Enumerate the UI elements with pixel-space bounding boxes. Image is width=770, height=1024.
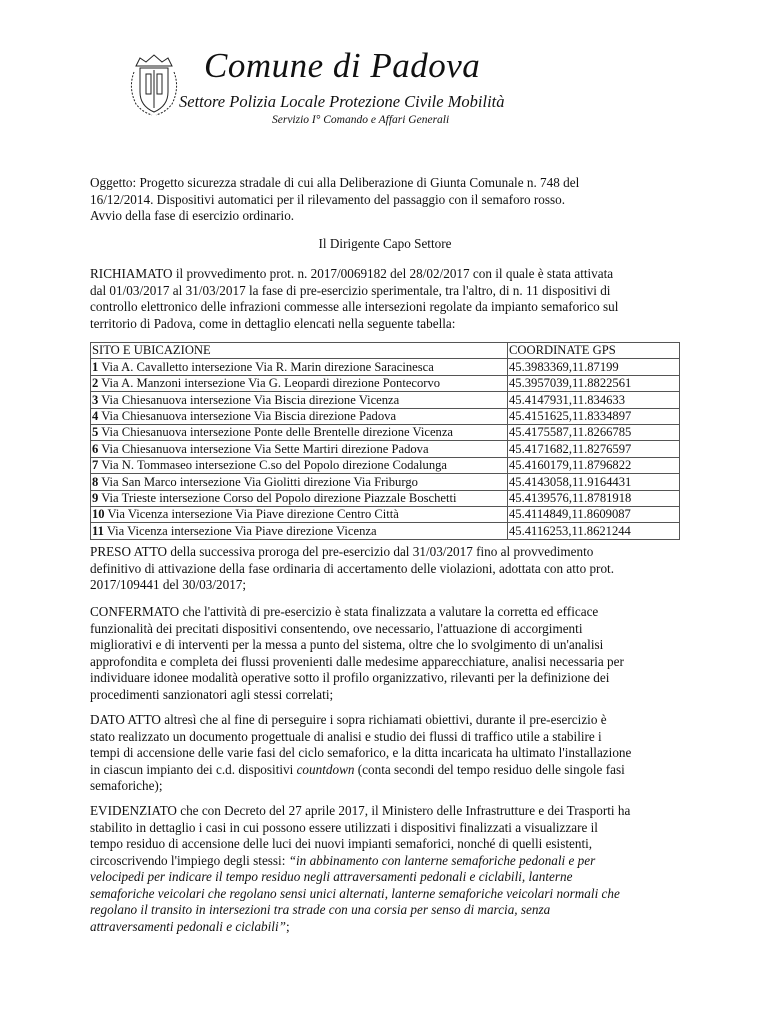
site-cell	[91, 359, 508, 375]
paragraph-line: individuare idonee modalità operative sotto il profilo organizzativo, rilevanti per la definizione dei	[90, 670, 610, 685]
site-text: Via N. Tommaseo intersezione C.so del Popolo direzione Codalunga	[101, 458, 448, 473]
devices-table	[90, 342, 680, 540]
gps-cell: 45.4139576,11.8781918	[508, 490, 680, 506]
paragraph-line: approfondita e completa dei flussi provenienti dalle medesime apparecchiature, analisi necessaria per	[90, 653, 624, 669]
row-number: 6	[92, 441, 99, 456]
text-fragment: ;	[285, 918, 290, 934]
subject-line: Avvio della fase di esercizio ordinario.	[90, 208, 295, 223]
paragraph-line: semaforiche veicolari che regolano sensi unici alternati, lanterne semaforiche veicolari normali che	[90, 885, 620, 901]
site-cell	[91, 490, 508, 506]
row-number: 9	[92, 490, 99, 505]
table-header-row	[91, 343, 680, 359]
table-row	[91, 375, 680, 391]
paragraph-line: tempo residuo di accensione delle luci dei nuovi impianti semaforici, nonché di quelli esistenti,	[90, 836, 593, 851]
subject-line: 16/12/2014. Dispositivi automatici per il rilevamento del passaggio con il semaforo rosso.	[90, 191, 566, 207]
paragraph-line	[90, 762, 680, 779]
gps-cell: 45.3957039,11.8822561	[508, 375, 680, 391]
paragraph-line	[90, 853, 680, 870]
subject-line: Oggetto: Progetto sicurezza stradale di cui alla Deliberazione di Giunta Comunale n. 748 del	[90, 175, 580, 190]
site-text: Via A. Cavalletto intersezione Via R. Marin direzione Saracinesca	[101, 359, 434, 374]
subject-paragraph	[90, 175, 680, 225]
site-cell	[91, 523, 508, 539]
site-cell	[91, 392, 508, 408]
row-number: 8	[92, 474, 99, 489]
table-row	[91, 359, 680, 375]
gps-cell: 45.4116253,11.8621244	[508, 523, 680, 539]
signatory: Il Dirigente Capo Settore	[318, 236, 452, 251]
text-fragment: in ciascun impianto dei c.d. dispositivi	[90, 761, 294, 777]
org-title: Comune di Padova	[204, 46, 481, 85]
paragraph-line: velocipedi per indicare il tempo residuo negli attraversamenti pedonali e ciclabili, lanterne	[90, 869, 573, 884]
site-text: Via A. Manzoni intersezione Via G. Leopardi direzione Pontecorvo	[101, 376, 441, 391]
row-number: 1	[92, 359, 99, 374]
site-cell	[91, 424, 508, 440]
row-number: 2	[92, 376, 99, 391]
dato-atto-paragraph	[90, 712, 680, 795]
paragraph-line: EVIDENZIATO che con Decreto del 27 aprile 2017, il Ministero delle Infrastrutture e dei Trasporti ha	[90, 803, 631, 818]
table-row	[91, 408, 680, 424]
gps-cell: 45.4143058,11.9164431	[508, 474, 680, 490]
padova-crest-icon	[126, 52, 182, 118]
column-header-site: SITO E UBICAZIONE	[91, 343, 508, 359]
paragraph-line: semaforiche);	[90, 778, 163, 793]
table-row	[91, 490, 680, 506]
text-fragment: (conta secondi del tempo residuo delle singole fasi	[357, 761, 625, 777]
row-number: 10	[92, 507, 105, 522]
row-number: 5	[92, 425, 99, 440]
site-cell	[91, 408, 508, 424]
paragraph-line: procedimenti sanzionatori agli stessi correlati;	[90, 686, 334, 702]
paragraph-line: RICHIAMATO il provvedimento prot. n. 2017/0069182 del 28/02/2017 con il quale è stata attivata	[90, 266, 614, 281]
table-row	[91, 424, 680, 440]
paragraph-line: territorio di Padova, come in dettaglio elencati nella seguente tabella:	[90, 315, 456, 331]
row-number: 3	[92, 392, 99, 407]
site-text: Via Chiesanuova intersezione Via Biscia direzione Vicenza	[101, 392, 400, 407]
paragraph-line	[90, 919, 680, 936]
site-text: Via Chiesanuova intersezione Via Biscia direzione Padova	[101, 408, 397, 423]
row-number: 11	[92, 523, 104, 538]
gps-cell: 45.4147931,11.834633	[508, 392, 680, 408]
site-cell	[91, 506, 508, 522]
gps-cell: 45.3983369,11.87199	[508, 359, 680, 375]
table-row	[91, 523, 680, 539]
table-row	[91, 392, 680, 408]
org-service: Servizio I° Comando e Affari Generali	[272, 114, 450, 126]
evidenziato-paragraph	[90, 803, 680, 935]
gps-cell: 45.4171682,11.8276597	[508, 441, 680, 457]
site-text: Via San Marco intersezione Via Giolitti direzione Via Friburgo	[101, 474, 418, 489]
paragraph-line: DATO ATTO altresì che al fine di perseguire i sopra richiamati obiettivi, durante il pre-esercizio è	[90, 712, 607, 727]
paragraph-line: funzionalità dei precitati dispositivi consentendo, ove necessario, l'attuazione di accorgimenti	[90, 620, 583, 636]
site-text: Via Chiesanuova intersezione Ponte delle Brentelle direzione Vicenza	[101, 425, 454, 440]
site-text: Via Trieste intersezione Corso del Popolo direzione Piazzale Boschetti	[101, 490, 457, 505]
paragraph-line: CONFERMATO che l'attività di pre-esercizio è stata finalizzata a valutare la corretta ed efficace	[90, 604, 599, 619]
paragraph-line: regolano il transito in intersezioni tra strade con una corsia per senso di marcia, senza	[90, 902, 551, 917]
paragraph-line: controllo elettronico delle infrazioni commesse alle intersezioni regolate da impianto semaforico sul	[90, 299, 619, 314]
table-row	[91, 474, 680, 490]
paragraph-line: stato realizzato un documento progettuale di analisi e studio dei flussi di traffico utile a stabilire i	[90, 728, 602, 744]
paragraph-line: 2017/109441 del 30/03/2017;	[90, 577, 247, 592]
preso-atto-paragraph	[90, 544, 680, 594]
table-row	[91, 506, 680, 522]
site-cell	[91, 375, 508, 391]
gps-cell: 45.4151625,11.8334897	[508, 408, 680, 424]
paragraph-line: definitivo di attivazione della fase ordinaria di accertamento delle violazioni, adottata con atto prot.	[90, 560, 614, 576]
italic-term: countdown	[296, 761, 355, 777]
gps-cell: 45.4175587,11.8266785	[508, 424, 680, 440]
site-cell	[91, 474, 508, 490]
gps-cell: 45.4114849,11.8609087	[508, 506, 680, 522]
paragraph-line: dal 01/03/2017 al 31/03/2017 la fase di pre-esercizio sperimentale, tra l'altro, di n. 11 dispositivi di	[90, 282, 611, 298]
row-number: 4	[92, 408, 99, 423]
site-cell	[91, 441, 508, 457]
italic-quote: attraversamenti pedonali e ciclabili”	[90, 918, 286, 934]
gps-cell: 45.4160179,11.8796822	[508, 457, 680, 473]
site-text: Via Vicenza intersezione Via Piave direzione Centro Città	[107, 507, 399, 522]
italic-quote: “in abbinamento con lanterne semaforiche pedonali e per	[288, 852, 596, 868]
org-sector: Settore Polizia Locale Protezione Civile Mobilità	[179, 92, 505, 111]
column-header-gps: COORDINATE GPS	[508, 343, 680, 359]
paragraph-line: tempi di accensione delle varie fasi del ciclo semaforico, e la ditta incaricata ha ultimato l'installazione	[90, 745, 632, 760]
table-row	[91, 457, 680, 473]
paragraph-line: migliorativi e di interventi per la messa a punto del sistema, oltre che lo svolgimento di un'analisi	[90, 637, 604, 652]
paragraph-line: PRESO ATTO della successiva proroga del pre-esercizio dal 31/03/2017 fino al provvedimento	[90, 544, 594, 559]
site-text: Via Vicenza intersezione Via Piave direzione Vicenza	[106, 523, 377, 538]
text-fragment: circoscrivendo l'impiego degli stessi:	[90, 852, 286, 868]
richiamato-paragraph	[90, 266, 680, 332]
site-cell	[91, 457, 508, 473]
paragraph-line: stabilito in dettaglio i casi in cui possono essere utilizzati i dispositivi finalizzati a visualizzare il	[90, 819, 598, 835]
confermato-paragraph	[90, 604, 680, 703]
site-text: Via Chiesanuova intersezione Via Sette Martiri direzione Padova	[101, 441, 429, 456]
row-number: 7	[92, 458, 99, 473]
table-row	[91, 441, 680, 457]
